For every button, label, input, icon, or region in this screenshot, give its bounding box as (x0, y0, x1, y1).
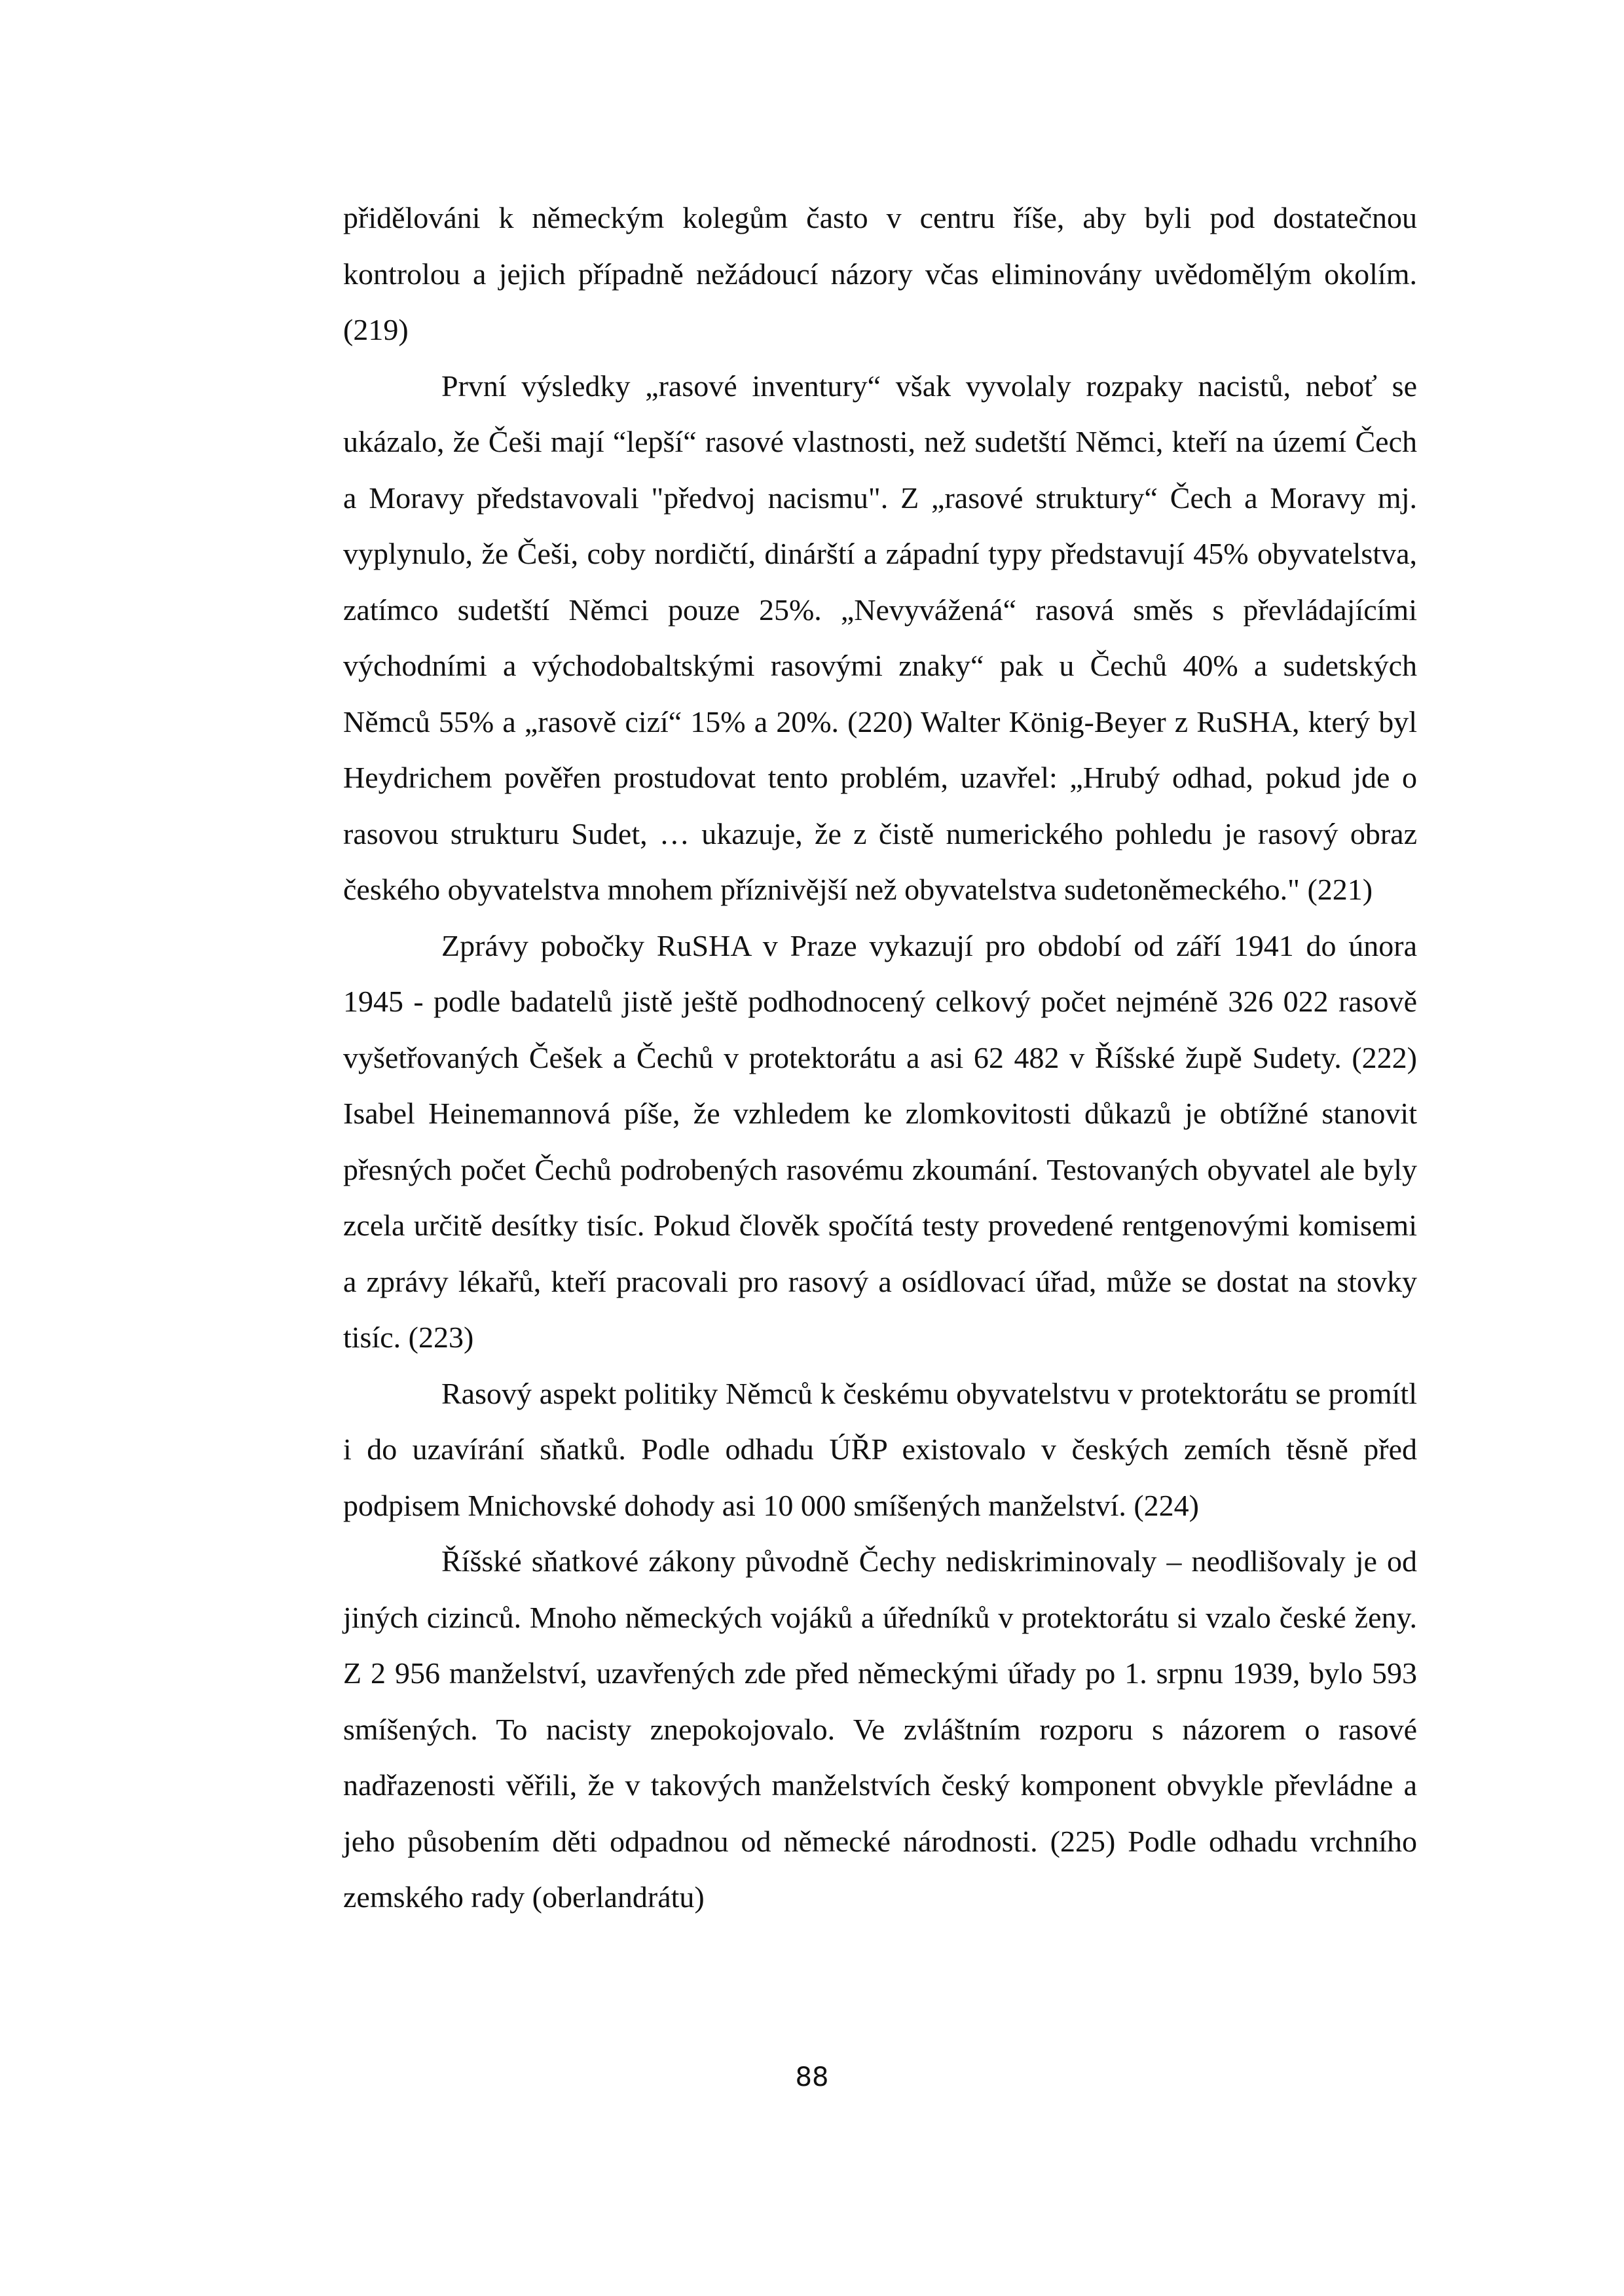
paragraph-4: Rasový aspekt politiky Němců k českému obyvatelstvu v protektorátu se promítl i do uzavírání sňatků. Podle odhadu ÚŘP existovalo v českých zemích těsně před podpisem Mnichovské dohody asi 10 000 smíšených manželství. (224) (343, 1376, 1417, 1522)
body-text (343, 190, 1417, 1925)
paragraph-2: První výsledky „rasové inventury“ však vyvolaly rozpaky nacistů, neboť se ukázalo, že Češi mají “lepší“ rasové vlastnosti, než sudetští Němci, kteří na území Čech a Moravy představovali "předvoj nacismu". Z „rasové struktury“ Čech a Moravy mj. vyplynulo, že Češi, coby nordičtí, dinárští a západní typy představují 45% obyvatelstva, zatímco sudetští Němci pouze 25%. „Nevyvážená“ rasová směs s převládajícími východními a východobaltskými rasovými znaky“ pak u Čechů 40% a sudetských Němců 55% a „rasově cizí“ 15% a 20%. (220) Walter König-Beyer z RuSHA, který byl Heydrichem pověřen prostudovat tento problém, uzavřel: „Hrubý odhad, pokud jde o rasovou strukturu Sudet, … ukazuje, že z čistě numerického pohledu je rasový obraz českého obyvatelstva mnohem příznivější než obyvatelstva sudetoněmeckého." (221) (343, 369, 1417, 906)
paragraph-3: Zprávy pobočky RuSHA v Praze vykazují pro období od září 1941 do února 1945 - podle badatelů jistě ještě podhodnocený celkový počet nejméně 326 022 rasově vyšetřovaných Češek a Čechů v protektorátu a asi 62 482 v Říšské župě Sudety. (222) Isabel Heinemannová píše, že vzhledem ke zlomkovitosti důkazů je obtížné stanovit přesných počet Čechů podrobených rasovému zkoumání. Testovaných obyvatel ale byly zcela určitě desítky tisíc. Pokud člověk spočítá testy provedené rentgenovými komisemi a zprávy lékařů, kteří pracovali pro rasový a osídlovací úřad, může se dostat na stovky tisíc. (223) (343, 928, 1417, 1354)
paragraph-5: Říšské sňatkové zákony původně Čechy nediskriminovaly – neodlišovaly je od jiných cizinců. Mnoho německých vojáků a úředníků v protektorátu si vzalo české ženy. Z 2 956 manželství, uzavřených zde před německými úřady po 1. srpnu 1939, bylo 593 smíšených. To nacisty znepokojovalo. Ve zvláštním rozporu s názorem o rasové nadřazenosti věřili, že v takových manželstvích český komponent obvykle převládne a jeho působením děti odpadnou od německé národnosti. (225) Podle odhadu vrchního zemského rady (oberlandrátu) (343, 1544, 1417, 1914)
page-number: 88 (795, 2062, 829, 2092)
paragraph-1: přidělováni k německým kolegům často v centru říše, aby byli pod dostatečnou kontrolou a jejich případně nežádoucí názory včas eliminovány uvědomělým okolím. (219) (343, 201, 1417, 346)
